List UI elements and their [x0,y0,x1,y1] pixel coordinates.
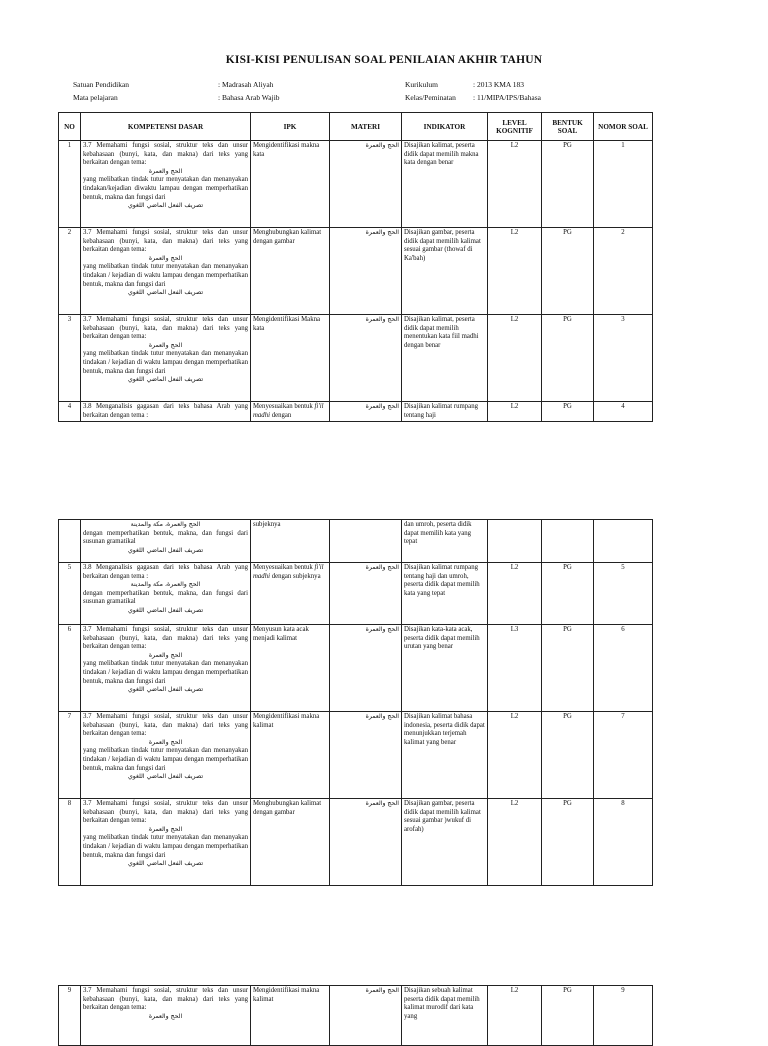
row-kd [81,228,251,315]
row-materi: الحج والعمرة [330,563,402,625]
row-ipk [251,563,330,625]
row-indikator: Disajikan gambar, peserta didik dapat memilih kalimat sesuai gambar )wukuf di arofah) [402,799,488,886]
row-nomor: 2 [594,228,653,315]
kd-text: 3.7 Memahami fungsi sosial, struktur teks dan unsur kebahasaan (bunyi, kata, dan makna) dari teks yang berkaitan dengan tema: [83,987,248,1012]
row-nomor: 4 [594,402,653,422]
satuan-value: : Madrasah Aliyah [218,80,274,89]
row-nomor: 8 [594,799,653,886]
table-row [59,141,653,228]
row-kd [81,986,251,1046]
kd-text: 3.7 Memahami fungsi sosial, struktur teks dan unsur kebahasaan (bunyi, kata, dan makna) dari teks yang berkaitan dengan tema: [83,316,248,341]
row-no: 9 [59,986,81,1046]
kd-text: 3.7 Memahami fungsi sosial, struktur teks dan unsur kebahasaan (bunyi, kata, dan makna) dari teks yang berkaitan dengan tema: [83,800,248,825]
kd-rest: yang melibatkan tindak tutur menyatakan dan menanyakan tindakan / kejadian di waktu lampau dengan memperhatikan bentuk, makna dan fungsi dari [83,834,248,859]
row-nomor: 6 [594,625,653,712]
kurikulum-value: : 2013 KMA 183 [473,80,525,89]
row-bentuk: PG [542,315,594,402]
row-materi [330,520,402,563]
ipk-text: Menyesuaikan bentuk [253,403,313,410]
row-kd [81,520,251,563]
mapel-label: Mata pelajaran [73,93,118,102]
row-bentuk: PG [542,625,594,712]
kd-tasrif: تصريف الفعل الماضي اللغوي [127,860,204,868]
kd-arabic: الحج والعمرة [148,167,183,175]
kelas-value: : 11/MIPA/IPS/Bahasa [473,93,541,102]
document-title: KISI-KISI PENULISAN SOAL PENILAIAN AKHIR TAHUN [225,54,543,66]
row-indikator: Disajikan kata-kata acak, peserta didik dapat memilih urutan yang benar [402,625,488,712]
row-ipk: subjeknya [251,520,330,563]
kd-tasrif: تصريف الفعل الماضي اللغوي [127,202,204,210]
kd-arabic: الحج والعمرة، مكة والمدينة [130,581,201,589]
row-no: 8 [59,799,81,886]
ipk-italic: fi'il madhi [253,403,324,419]
row-indikator: dan umroh, peserta didik dapat memilih kata yang tepat [402,520,488,563]
row-no [59,520,81,563]
row-bentuk: PG [542,799,594,886]
header-level: LEVEL KOGNITIF [488,113,542,141]
row-level: L2 [488,141,542,228]
kd-tasrif: تصريف الفعل الماضي اللغوي [127,289,204,297]
row-materi: الحج والعمرة [330,625,402,712]
row-no: 3 [59,315,81,402]
row-level: L2 [488,402,542,422]
kd-tasrif: تصريف الفعل الماضي اللغوي [127,606,204,614]
row-level: L2 [488,228,542,315]
row-ipk [251,402,330,422]
kurikulum-label: Kurikulum [405,80,438,89]
header-bentuk: BENTUK SOAL [542,113,594,141]
kd-arabic: الحج والعمرة [148,1012,183,1020]
table-row [59,520,653,563]
row-no: 6 [59,625,81,712]
header-kd: KOMPETENSI DASAR [81,113,251,141]
row-nomor [594,520,653,563]
row-kd [81,563,251,625]
row-kd [81,625,251,712]
kd-rest: yang melibatkan tindak tutur menyatakan dan menanyakan tindakan / kejadian di waktu lampau dengan memperhatikan bentuk, makna dan fungsi dari [83,350,248,375]
row-indikator: Disajikan gambar, peserta didik dapat memilih kalimat sesuai gambar (thowaf di Ka'bah) [402,228,488,315]
row-kd: 3.8 Menganalisis gagasan dari teks bahasa Arab yang berkaitan dengan tema : [81,402,251,422]
table-row [59,563,653,625]
kd-rest: yang melibatkan tindak tutur menyatakan dan menanyakan tindakan/kejadian diwaktu lampau dengan memperhatikan bentuk, makna dan fungsi dari [83,176,248,201]
row-nomor: 7 [594,712,653,799]
kd-arabic: الحج والعمرة [148,738,183,746]
kd-text: 3.7 Memahami fungsi sosial, struktur teks dan unsur kebahasaan (bunyi, kata, dan makna) dari teks yang berkaitan dengan tema: [83,626,248,651]
row-bentuk: PG [542,712,594,799]
row-materi: الحج والعمرة [330,799,402,886]
row-kd [81,799,251,886]
kd-tasrif: تصريف الفعل الماضي اللغوي [127,376,204,384]
row-materi: الحج والعمرة [330,228,402,315]
kd-rest: dengan memperhatikan bentuk, makna, dan fungsi dari susunan gramatikal [83,589,248,606]
row-ipk: Mengidentifikasi makna kalimat [251,712,330,799]
row-level [488,520,542,563]
kd-text: 3.8 Menganalisis gagasan dari teks bahasa Arab yang berkaitan dengan tema : [83,564,248,580]
kd-rest: yang melibatkan tindak tutur menyatakan dan menanyakan tindakan / kejadian di waktu lampau dengan memperhatikan bentuk, makna dan fungsi dari [83,263,248,288]
row-bentuk: PG [542,228,594,315]
row-no: 7 [59,712,81,799]
row-level: L3 [488,625,542,712]
table-row [59,712,653,799]
row-level: L2 [488,986,542,1046]
row-kd [81,712,251,799]
header-no: NO [59,113,81,141]
row-ipk: Menyusun kata acak menjadi kalimat [251,625,330,712]
satuan-label: Satuan Pendidikan [73,80,130,89]
row-materi: الحج والعمرة [330,315,402,402]
table-row [59,315,653,402]
table-row [59,228,653,315]
row-ipk: Menghubungkan kalimat dengan gambar [251,799,330,886]
row-bentuk: PG [542,563,594,625]
kd-rest: yang melibatkan tindak tutur menyatakan dan menanyakan tindakan / kejadian di waktu lampau dengan memperhatikan bentuk, makna dan fungsi dari [83,660,248,685]
row-indikator: Disajikan sebuah kalimat peserta didik dapat memilih kalimat murodif dari kata yang [402,986,488,1046]
row-materi: الحج والعمرة [330,712,402,799]
row-materi: الحج والعمرة [330,141,402,228]
row-ipk: Mengidentifikasi Makna kata [251,315,330,402]
row-bentuk: PG [542,141,594,228]
kisi-table-page2 [58,519,653,886]
row-nomor: 9 [594,986,653,1046]
row-indikator: Disajikan kalimat bahasa indonesia, peserta didik dapat menunjukkan terjemah kalimat yang benar [402,712,488,799]
row-nomor: 1 [594,141,653,228]
row-nomor: 5 [594,563,653,625]
header-row [59,113,653,141]
row-ipk: Mengidentifikasi makna kalimat [251,986,330,1046]
ipk-italic: fi'il madhi [253,564,324,580]
mapel-value: : Bahasa Arab Wajib [218,93,280,102]
meta-right [405,78,541,104]
row-no: 2 [59,228,81,315]
header-indikator: INDIKATOR [402,113,488,141]
kd-arabic: الحج والعمرة [148,341,183,349]
meta-left [73,78,280,104]
row-indikator: Disajikan kalimat rumpang tentang haji [402,402,488,422]
row-bentuk: PG [542,402,594,422]
row-indikator: Disajikan kalimat, peserta didik dapat memilih makna kata dengan benar [402,141,488,228]
kd-tasrif: تصريف الفعل الماضي اللغوي [127,546,204,554]
ipk-tail: dengan subjeknya [271,572,321,580]
header-nomor: NOMOR SOAL [594,113,653,141]
row-materi: الحج والعمرة [330,986,402,1046]
row-no: 5 [59,563,81,625]
row-bentuk: PG [542,986,594,1046]
header-ipk: IPK [251,113,330,141]
row-ipk: Menghubungkan kalimat dengan gambar [251,228,330,315]
header-materi: MATERI [330,113,402,141]
row-no: 1 [59,141,81,228]
row-materi: الحج والعمرة [330,402,402,422]
table-row [59,402,653,422]
row-indikator: Disajikan kalimat rumpang tentang haji dan umroh, peserta didik dapat memilih kata yang tepat [402,563,488,625]
kd-arabic: الحج والعمرة، مكة والمدينة [130,521,201,528]
table-row [59,986,653,1046]
kd-text: 3.7 Memahami fungsi sosial, struktur teks dan unsur kebahasaan (bunyi, kata, dan makna) dari teks yang berkaitan dengan tema: [83,229,248,254]
kd-tasrif: تصريف الفعل الماضي اللغوي [127,686,204,694]
ipk-tail: dengan [271,411,292,419]
kd-text: 3.7 Memahami fungsi sosial, struktur teks dan unsur kebahasaan (bunyi, kata, dan makna) dari teks yang berkaitan dengan tema: [83,713,248,738]
kisi-table-page3 [58,985,653,1046]
kelas-label: Kelas/Peminatan [405,93,456,102]
row-nomor: 3 [594,315,653,402]
row-indikator: Disajikan kalimat, peserta didik dapat memilih menentukan kata fiil madhi dengan benar [402,315,488,402]
row-bentuk [542,520,594,563]
kd-text: 3.7 Memahami fungsi sosial, struktur teks dan unsur kebahasaan (bunyi, kata, dan makna) dari teks yang berkaitan dengan tema: [83,142,248,167]
table-row [59,799,653,886]
kd-arabic: الحج والعمرة [148,651,183,659]
row-kd [81,315,251,402]
row-level: L2 [488,315,542,402]
kd-rest: dengan memperhatikan bentuk, makna, dan fungsi dari susunan gramatikal [83,529,248,546]
kisi-table-page1 [58,112,653,422]
row-level: L2 [488,712,542,799]
kd-arabic: الحج والعمرة [148,825,183,833]
kd-rest: yang melibatkan tindak tutur menyatakan dan menanyakan tindakan / kejadian di waktu lampau dengan memperhatikan bentuk, makna dan fungsi dari [83,747,248,772]
row-level: L2 [488,799,542,886]
row-no: 4 [59,402,81,422]
table-row [59,625,653,712]
row-level: L2 [488,563,542,625]
ipk-text: Menyesuaikan bentuk [253,564,313,571]
kd-arabic: الحج والعمرة [148,254,183,262]
row-kd [81,141,251,228]
row-ipk: Mengidentifikasi makna kata [251,141,330,228]
kd-tasrif: تصريف الفعل الماضي اللغوي [127,773,204,781]
